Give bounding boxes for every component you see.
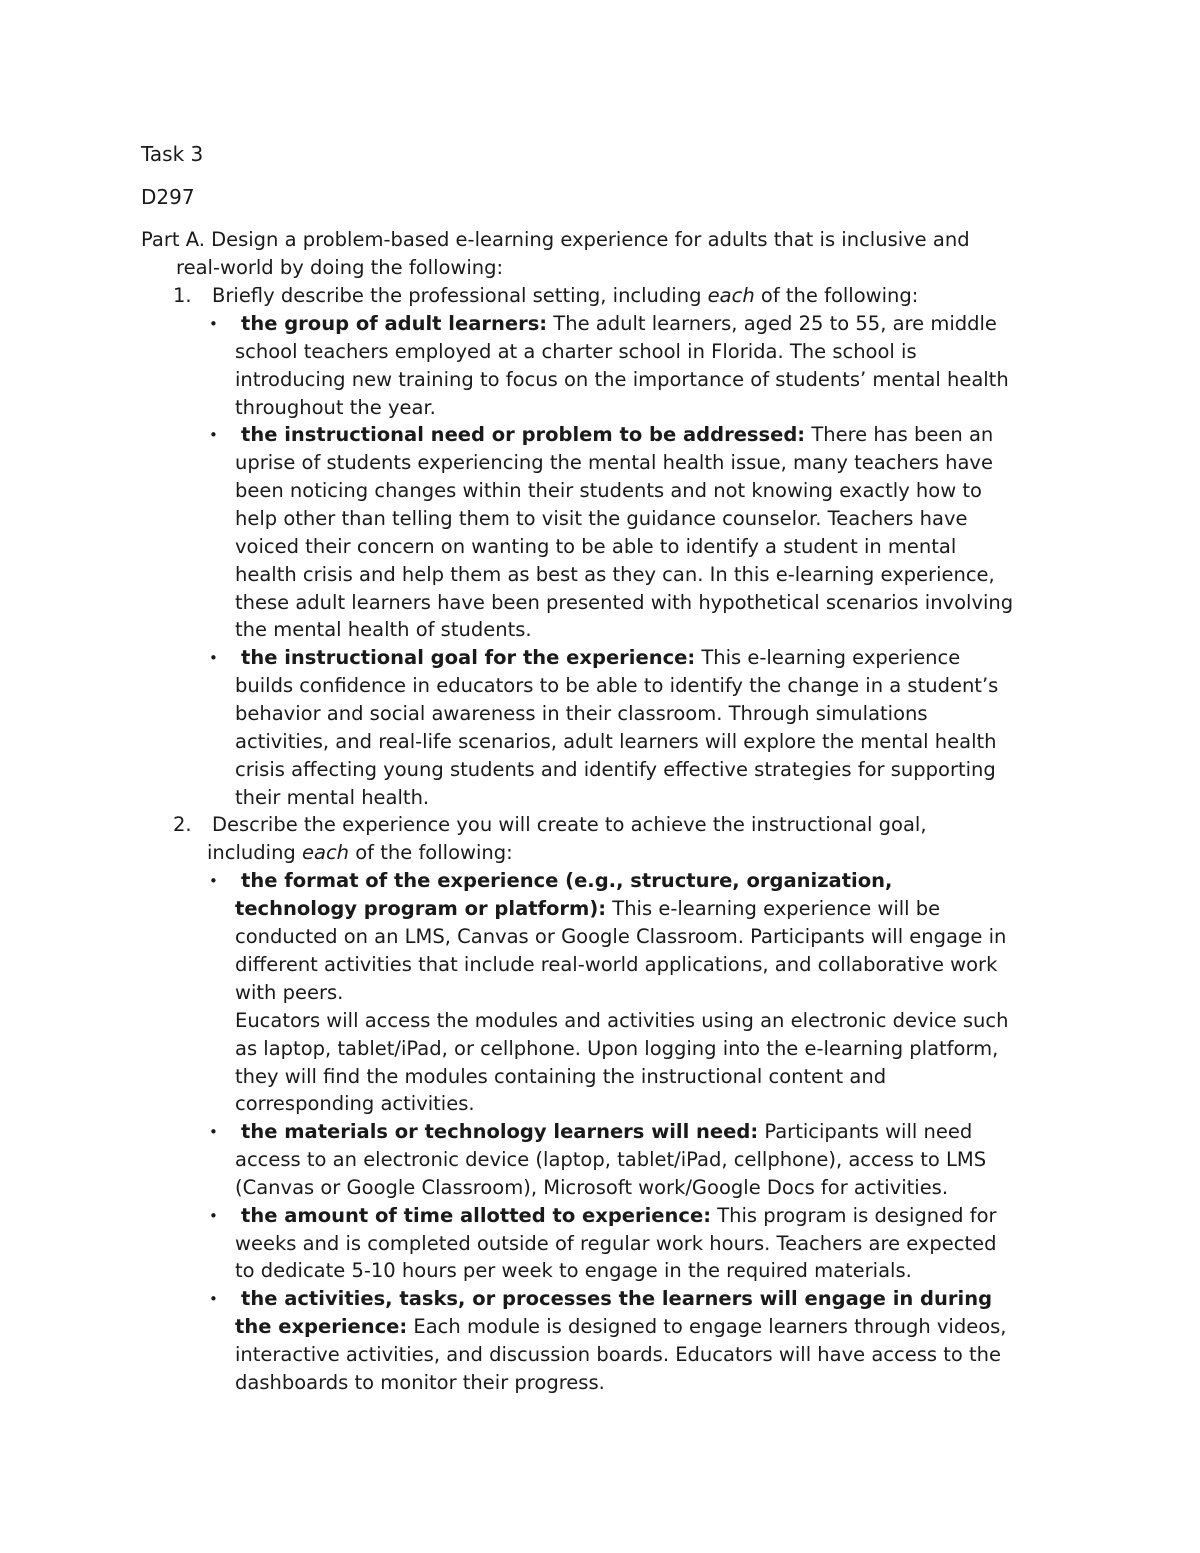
list-item-line: technology program or platform): This e-learning experience will be	[235, 897, 941, 920]
list-item-line: help other than telling them to visit the guidance counselor. Teachers have	[235, 507, 968, 530]
list-item-line: dashboards to monitor their progress.	[235, 1371, 605, 1394]
list-item: the format of the experience (e.g., structure, organization,	[241, 869, 893, 892]
list-item-line: throughout the year.	[235, 396, 436, 419]
list-item-line: introducing new training to focus on the importance of students’ mental health	[235, 368, 1009, 391]
list-item-line: as laptop, tablet/iPad, or cellphone. Upon logging into the e-learning platform,	[235, 1037, 999, 1060]
list-item-line: uprise of students experiencing the mental health issue, many teachers have	[235, 451, 993, 474]
bullet-icon: •	[209, 872, 218, 890]
list-item-line: access to an electronic device (laptop, tablet/iPad, cellphone), access to LMS	[235, 1148, 987, 1171]
list-item: the materials or technology learners will need: Participants will need	[241, 1120, 973, 1143]
list-item-line: (Canvas or Google Classroom), Microsoft work/Google Docs for activities.	[235, 1176, 949, 1199]
bullet-icon: •	[209, 649, 218, 667]
list-item-line: these adult learners have been presented with hypothetical scenarios involving	[235, 591, 1014, 614]
task-heading: Task 3	[141, 142, 204, 166]
list-item-line: builds confidence in educators to be able to identify the change in a student’s	[235, 674, 999, 697]
list-item-line: crisis affecting young students and identify effective strategies for supporting	[235, 758, 996, 781]
list-item: the instructional need or problem to be addressed: There has been an	[241, 423, 994, 446]
list-item-line: with peers.	[235, 981, 344, 1004]
list-number-2: 2.	[173, 813, 192, 836]
bullet-icon: •	[209, 1290, 218, 1308]
list-item: the instructional goal for the experience: This e-learning experience	[241, 646, 961, 669]
list-item: the activities, tasks, or processes the learners will engage in during	[241, 1287, 993, 1310]
bullet-icon: •	[209, 426, 218, 444]
item-2-heading: Describe the experience you will create to achieve the instructional goal,	[212, 813, 927, 836]
list-item-line: health crisis and help them as best as they can. In this e-learning experience,	[235, 563, 995, 586]
list-item-line: been noticing changes within their students and not knowing exactly how to	[235, 479, 982, 502]
list-item-line: Eucators will access the modules and activities using an electronic device such	[235, 1009, 1009, 1032]
list-number-1: 1.	[173, 284, 192, 307]
bullet-icon: •	[209, 1123, 218, 1141]
list-item-line: to dedicate 5-10 hours per week to engage in the required materials.	[235, 1259, 912, 1282]
list-item: the group of adult learners: The adult learners, aged 25 to 55, are middle	[241, 312, 997, 335]
bullet-icon: •	[209, 1207, 218, 1225]
list-item-line: the mental health of students.	[235, 618, 532, 641]
item-2-heading-line-2: including each of the following:	[207, 841, 513, 864]
list-item-line: their mental health.	[235, 786, 430, 809]
list-item-line: corresponding activities.	[235, 1092, 475, 1115]
bullet-icon: •	[209, 315, 218, 333]
list-item-line: behavior and social awareness in their classroom. Through simulations	[235, 702, 928, 725]
list-item-line: voiced their concern on wanting to be able to identify a student in mental	[235, 535, 957, 558]
list-item-line: the experience: Each module is designed to engage learners through videos,	[235, 1315, 1007, 1338]
list-item-line: conducted on an LMS, Canvas or Google Classroom. Participants will engage in	[235, 925, 1007, 948]
list-item-line: activities, and real-life scenarios, adult learners will explore the mental health	[235, 730, 997, 753]
part-a-intro-line-1: Part A. Design a problem-based e-learning experience for adults that is inclusive and	[141, 228, 970, 251]
list-item: the amount of time allotted to experience: This program is designed for	[241, 1204, 997, 1227]
course-code: D297	[141, 185, 195, 209]
list-item-line: interactive activities, and discussion boards. Educators will have access to the	[235, 1343, 1002, 1366]
list-item-line: school teachers employed at a charter school in Florida. The school is	[235, 340, 917, 363]
list-item-line: they will find the modules containing the instructional content and	[235, 1065, 887, 1088]
list-item-line: different activities that include real-world applications, and collaborative work	[235, 953, 998, 976]
list-item-line: weeks and is completed outside of regular work hours. Teachers are expected	[235, 1232, 997, 1255]
part-a-intro-line-2: real-world by doing the following:	[176, 256, 504, 279]
item-1-heading: Briefly describe the professional setting, including each of the following:	[212, 284, 919, 307]
